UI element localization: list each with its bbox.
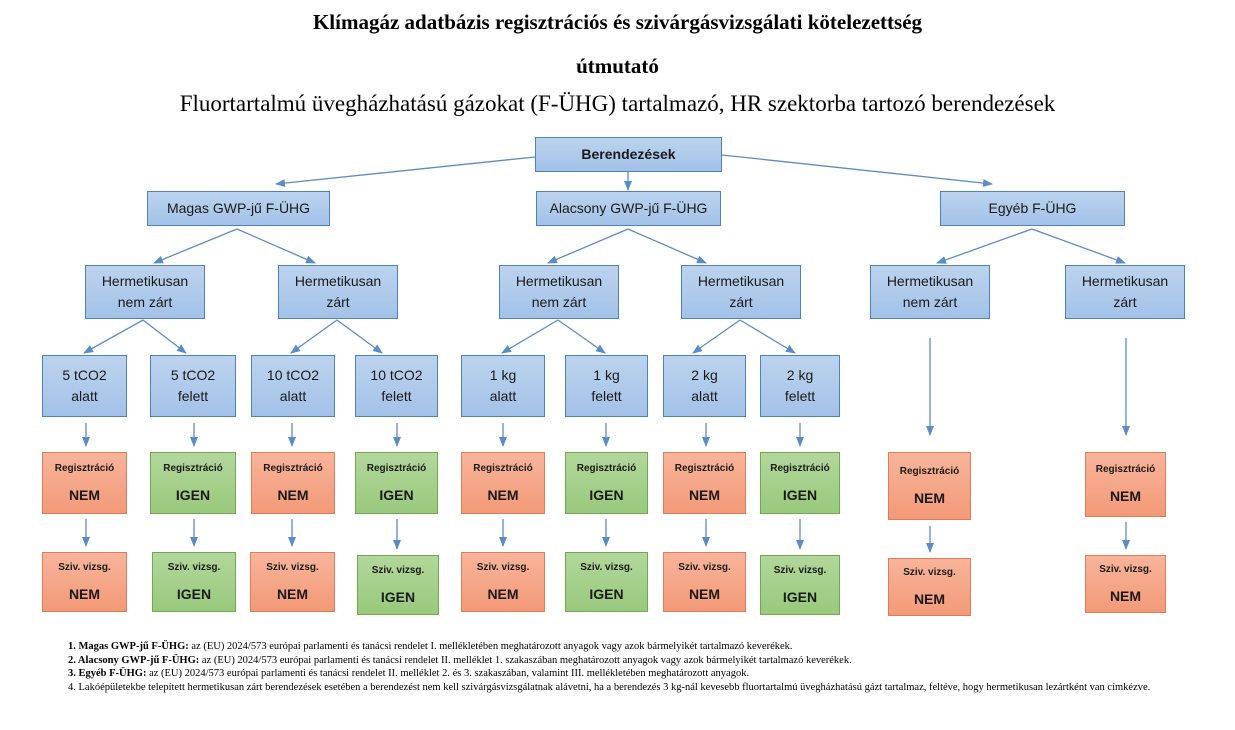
registration-value: IGEN xyxy=(589,486,624,503)
leak-test-result xyxy=(760,555,840,615)
threshold-qualifier: alatt xyxy=(691,388,718,404)
leak-test-label: Sziv. vizsg. xyxy=(1099,563,1152,575)
leak-test-result xyxy=(357,555,439,615)
node-label-line1: Hermetikusan xyxy=(101,273,189,289)
threshold-qualifier: felett xyxy=(784,388,816,404)
registration-result xyxy=(251,452,335,514)
leak-test-result xyxy=(565,552,648,612)
leak-test-label: Sziv. vizsg. xyxy=(678,561,731,573)
leak-test-result xyxy=(250,552,335,612)
threshold-qualifier: felett xyxy=(591,388,622,404)
registration-label: Regisztráció xyxy=(366,462,427,474)
registration-label: Regisztráció xyxy=(163,462,223,474)
threshold-5t-below xyxy=(42,355,127,417)
threshold-2kg-below xyxy=(663,355,746,417)
registration-result xyxy=(42,452,127,514)
footnote-2-text: az (EU) 2024/573 európai parlamenti és tanácsi rendelet II. melléklet 1. szakaszában meghatározott anyagok vagy azok bármelyikét tartalmazó keverékek. xyxy=(199,654,852,666)
page-title-line2: útmutató xyxy=(576,54,659,78)
threshold-1kg-above xyxy=(565,355,648,417)
node-low-not-sealed xyxy=(499,265,619,319)
footnote-2 xyxy=(68,654,1208,668)
registration-label: Regisztráció xyxy=(1095,464,1156,476)
leak-test-result xyxy=(461,552,545,612)
leak-test-label: Sziv. vizsg. xyxy=(773,564,827,576)
registration-label: Regisztráció xyxy=(674,462,735,474)
arrow-t5 xyxy=(502,320,558,353)
arrow-t3 xyxy=(291,320,337,353)
threshold-qualifier: felett xyxy=(381,388,412,404)
leak-test-label: Sziv. vizsg. xyxy=(167,561,221,573)
registration-value: NEM xyxy=(913,489,946,506)
threshold-value: 2 kg xyxy=(786,367,814,383)
leak-test-value: IGEN xyxy=(176,585,212,602)
category-low-gwp: Alacsony GWP-jű F-ÜHG xyxy=(536,191,721,226)
arrow-t8 xyxy=(740,320,795,353)
leak-test-value: IGEN xyxy=(380,588,416,605)
leak-test-label: Sziv. vizsg. xyxy=(903,566,956,578)
node-label-line2: zárt xyxy=(729,294,753,310)
registration-label: Regisztráció xyxy=(899,465,960,477)
registration-result xyxy=(565,452,648,514)
arrow-other-sealed xyxy=(1032,229,1125,263)
arrow-root-high xyxy=(276,157,535,184)
threshold-10t-above xyxy=(355,355,438,417)
footnote-2-head: 2. Alacsony GWP-jű F-ÜHG: xyxy=(68,654,200,666)
arrow-other-notsealed xyxy=(937,229,1032,263)
threshold-value: 2 kg xyxy=(691,367,718,383)
node-label-line1: Hermetikusan xyxy=(1081,273,1169,289)
node-other-not-sealed xyxy=(870,265,990,319)
footnote-3 xyxy=(68,667,1208,681)
threshold-qualifier: alatt xyxy=(71,388,98,404)
registration-value: NEM xyxy=(277,486,309,503)
arrow-high-sealed xyxy=(237,229,315,263)
leak-test-label: Sziv. vizsg. xyxy=(580,561,633,573)
threshold-value: 5 tCO2 xyxy=(170,367,216,383)
registration-label: Regisztráció xyxy=(473,462,533,474)
registration-result xyxy=(355,452,438,514)
node-label-line2: nem zárt xyxy=(902,294,958,310)
node-label-line1: Hermetikusan xyxy=(697,273,785,289)
registration-result xyxy=(150,452,236,514)
registration-label: Regisztráció xyxy=(576,462,637,474)
node-label-line2: zárt xyxy=(326,294,350,310)
registration-label: Regisztráció xyxy=(263,462,323,474)
threshold-2kg-above xyxy=(760,355,840,417)
node-other-sealed xyxy=(1065,265,1185,319)
threshold-value: 5 tCO2 xyxy=(62,367,107,383)
threshold-5t-above xyxy=(150,355,236,417)
leak-test-value: NEM xyxy=(487,585,519,602)
leak-test-label: Sziv. vizsg. xyxy=(58,561,111,573)
arrow-t4 xyxy=(337,320,382,353)
footnotes xyxy=(68,640,1208,694)
threshold-qualifier: alatt xyxy=(279,388,307,404)
footnote-1-head: 1. Magas GWP-jű F-ÜHG: xyxy=(68,641,189,652)
footnote-1 xyxy=(68,640,1208,654)
arrow-low-notsealed xyxy=(548,229,628,263)
leak-test-label: Sziv. vizsg. xyxy=(266,561,319,573)
registration-value: IGEN xyxy=(379,486,414,503)
threshold-qualifier: felett xyxy=(177,388,209,404)
leak-test-result xyxy=(42,552,127,612)
registration-label: Regisztráció xyxy=(770,462,830,474)
leak-test-result xyxy=(663,552,746,612)
registration-value: NEM xyxy=(487,486,519,503)
threshold-qualifier: alatt xyxy=(489,388,517,404)
registration-label: Regisztráció xyxy=(54,462,115,474)
node-label-line1: Hermetikusan xyxy=(294,273,382,289)
arrow-low-sealed xyxy=(628,229,706,263)
registration-result xyxy=(461,452,545,514)
footnote-1-text: az (EU) 2024/573 európai parlamenti és tanácsi rendelet I. mellékletében meghatározott anyagok vagy azok bármelyikét tartalmazó keverékek. xyxy=(188,641,793,652)
leak-test-label: Sziv. vizsg. xyxy=(476,561,530,573)
registration-result xyxy=(1085,452,1166,517)
node-label-line2: nem zárt xyxy=(117,294,173,310)
threshold-1kg-below xyxy=(461,355,545,417)
page-title: Klímagáz adatbázis regisztrációs és szivárgásvizsgálati kötelezettség xyxy=(312,10,923,34)
page-subtitle: Fluortartalmú üvegházhatású gázokat (F-ÜHG) tartalmazó, HR szektorba tartozó berendezések xyxy=(179,91,1056,116)
arrow-t1 xyxy=(84,320,143,353)
arrow-root-other xyxy=(722,155,992,184)
leak-test-value: NEM xyxy=(276,585,309,602)
threshold-value: 10 tCO2 xyxy=(370,367,423,383)
leak-test-label: Sziv. vizsg. xyxy=(371,564,425,576)
threshold-10t-below xyxy=(251,355,335,417)
arrow-high-notsealed xyxy=(154,229,237,263)
registration-value: NEM xyxy=(1109,488,1142,505)
footnote-3-head: 3. Egyéb F-ÜHG: xyxy=(68,668,147,679)
registration-result xyxy=(888,452,971,520)
threshold-value: 1 kg xyxy=(593,367,620,383)
node-label-line1: Hermetikusan xyxy=(515,273,603,289)
footnote-4: 4. Lakóépületekbe telepített hermetikusan zárt berendezések esetében a berendezést nem kell szivárgásvizsgálatnak alávetni, ha a berendezés 3 kg-nál kevesebb fluortartalmú üvegházhatású gázt tartalmaz, feltéve, hogy hermetikusan lezártként van címkézve. xyxy=(68,681,1151,693)
registration-result xyxy=(760,452,840,514)
leak-test-value: NEM xyxy=(688,585,721,602)
leak-test-result xyxy=(152,552,236,612)
registration-result xyxy=(663,452,746,514)
leak-test-value: IGEN xyxy=(589,585,624,602)
registration-value: NEM xyxy=(68,486,101,503)
arrow-t6 xyxy=(558,320,605,353)
registration-value: IGEN xyxy=(782,486,818,503)
footnote-3-text: az (EU) 2024/573 európai parlamenti és tanácsi rendelet II. melléklet 2. és 3. szakaszában, valamint III. mellékletében meghatározott anyagok. xyxy=(146,668,750,679)
root-node: Berendezések xyxy=(535,137,722,172)
leak-test-value: IGEN xyxy=(782,588,818,605)
leak-test-result xyxy=(888,558,971,616)
arrow-t7 xyxy=(693,320,740,353)
registration-value: NEM xyxy=(688,486,721,503)
category-high-gwp: Magas GWP-jű F-ÜHG xyxy=(147,191,330,226)
arrow-t2 xyxy=(143,320,186,353)
threshold-value: 1 kg xyxy=(489,367,517,383)
node-label-line1: Hermetikusan xyxy=(886,273,974,289)
node-label-line2: nem zárt xyxy=(531,294,587,310)
threshold-value: 10 tCO2 xyxy=(266,367,320,383)
leak-test-value: NEM xyxy=(68,585,101,602)
node-high-not-sealed xyxy=(85,265,205,319)
node-label-line2: zárt xyxy=(1113,294,1137,310)
registration-value: IGEN xyxy=(175,486,211,503)
leak-test-value: NEM xyxy=(913,590,946,607)
node-low-sealed xyxy=(681,265,801,319)
leak-test-value: NEM xyxy=(1109,587,1142,604)
node-high-sealed xyxy=(278,265,398,319)
category-other: Egyéb F-ÜHG xyxy=(940,191,1125,226)
leak-test-result xyxy=(1085,555,1166,613)
